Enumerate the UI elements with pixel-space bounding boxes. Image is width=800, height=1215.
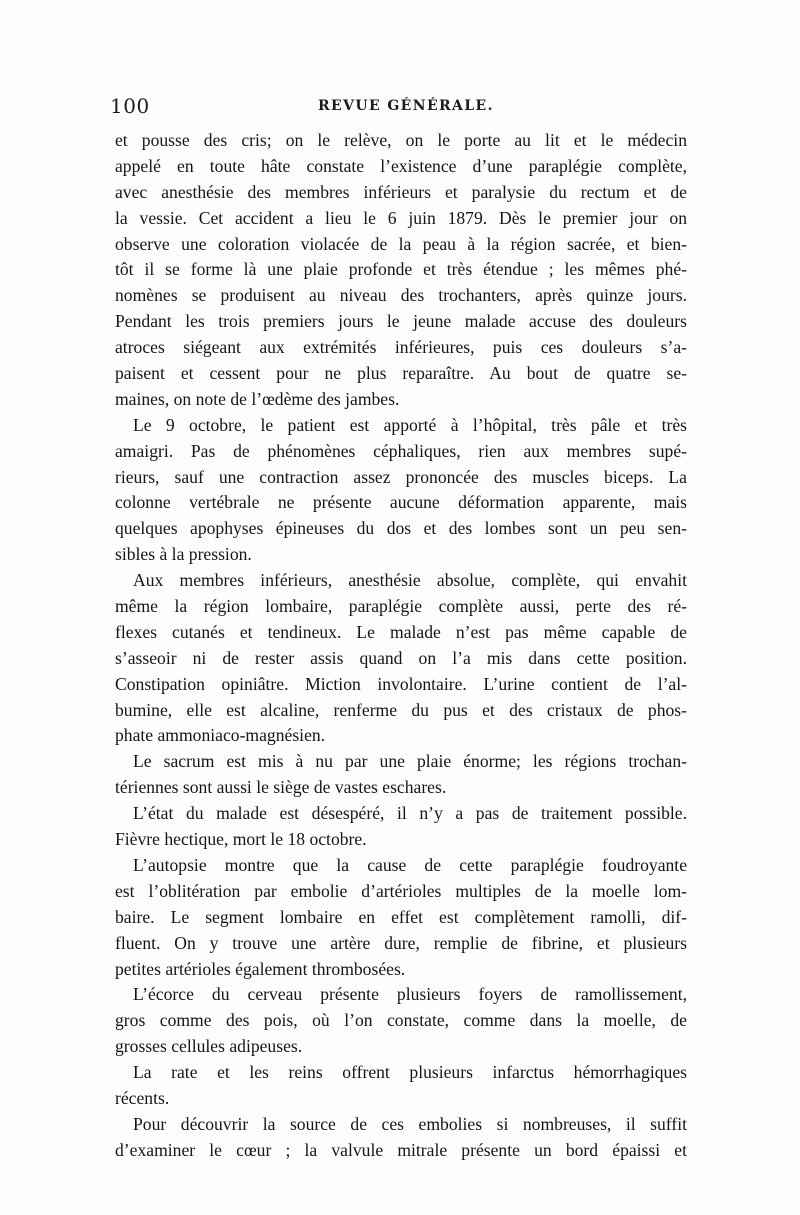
text-line: Pour découvrir la source de ces embolies si nombreuses, il suffit — [133, 1113, 687, 1134]
text-line: La rate et les reins offrent plusieurs infarctus hémorrhagiques — [133, 1062, 687, 1083]
text-line: fluent. On y trouve une artère dure, remplie de fibrine, et plusieurs — [115, 932, 687, 953]
text-line: L’état du malade est désespéré, il n’y a pas de traitement possible. — [133, 803, 687, 824]
text-line: L’écorce du cerveau présente plusieurs foyers de ramollissement, — [133, 984, 687, 1005]
text-line: maines, on note de l’œdème des jambes. — [115, 388, 400, 409]
text-line: bumine, elle est alcaline, renferme du pus et des cristaux de phos- — [115, 699, 687, 720]
text-line: est l’oblitération par embolie d’artérioles multiples de la moelle lom- — [115, 880, 687, 901]
text-line: Fièvre hectique, mort le 18 octobre. — [115, 829, 367, 850]
text-line: flexes cutanés et tendineux. Le malade n’est pas même capable de — [115, 621, 687, 642]
text-line: phate ammoniaco-magnésien. — [115, 725, 326, 746]
text-line: même la région lombaire, paraplégie complète aussi, perte des ré- — [115, 596, 687, 617]
text-line: Aux membres inférieurs, anesthésie absolue, complète, qui envahit — [133, 570, 687, 591]
text-line: s’asseoir ni de rester assis quand on l’a mis dans cette position. — [115, 647, 687, 668]
text-line: grosses cellules adipeuses. — [115, 1036, 303, 1057]
text-line: observe une coloration violacée de la peau à la région sacrée, et bien- — [115, 233, 687, 254]
text-line: colonne vertébrale ne présente aucune déformation apparente, mais — [115, 492, 687, 513]
text-line: sibles à la pression. — [115, 544, 252, 565]
text-line: quelques apophyses épineuses du dos et des lombes sont un peu sen- — [115, 518, 687, 539]
text-line: atroces siégeant aux extrémités inférieures, puis ces douleurs s’a- — [115, 337, 687, 358]
text-line: gros comme des pois, où l’on constate, comme dans la moelle, de — [115, 1010, 687, 1031]
body-text — [115, 128, 687, 1164]
text-line: amaigri. Pas de phénomènes céphaliques, rien aux membres supé- — [115, 440, 687, 461]
text-line: tériennes sont aussi le siège de vastes eschares. — [115, 777, 447, 798]
text-line: et pousse des cris; on le relève, on le porte au lit et le médecin — [115, 130, 687, 150]
text-line: baire. Le segment lombaire en effet est complètement ramolli, dif- — [115, 906, 687, 927]
text-line: L’autopsie montre que la cause de cette paraplégie foudroyante — [133, 854, 687, 875]
text-line: Pendant les trois premiers jours le jeune malade accuse des douleurs — [115, 311, 687, 332]
text-line: nomènes se produisent au niveau des trochanters, après quinze jours. — [115, 285, 687, 306]
text-line: rieurs, sauf une contraction assez prononcée des muscles biceps. La — [115, 466, 687, 487]
text-line: Le sacrum est mis à nu par une plaie énorme; les régions trochan- — [133, 751, 687, 772]
text-line: tôt il se forme là une plaie profonde et très étendue ; les mêmes phé- — [115, 259, 687, 280]
running-title: REVUE GÉNÉRALE. — [318, 98, 494, 114]
text-line: la vessie. Cet accident a lieu le 6 juin 1879. Dès le premier jour on — [115, 207, 687, 228]
text-line: petites artérioles également thrombosées. — [115, 958, 406, 979]
page-header — [110, 94, 690, 122]
text-line: Constipation opiniâtre. Miction involontaire. L’urine contient de l’al- — [115, 673, 687, 694]
text-line: d’examiner le cœur ; la valvule mitrale présente un bord épaissi et — [115, 1139, 687, 1160]
text-line: récents. — [115, 1087, 170, 1108]
text-line: paisent et cessent pour ne plus reparaître. Au bout de quatre se- — [115, 363, 687, 384]
text-line: Le 9 octobre, le patient est apporté à l’hôpital, très pâle et très — [133, 414, 687, 435]
page-number: 100 — [110, 94, 150, 118]
text-line: appelé en toute hâte constate l’existence d’une paraplégie complète, — [115, 155, 687, 176]
text-line: avec anesthésie des membres inférieurs et paralysie du rectum et de — [115, 181, 687, 202]
